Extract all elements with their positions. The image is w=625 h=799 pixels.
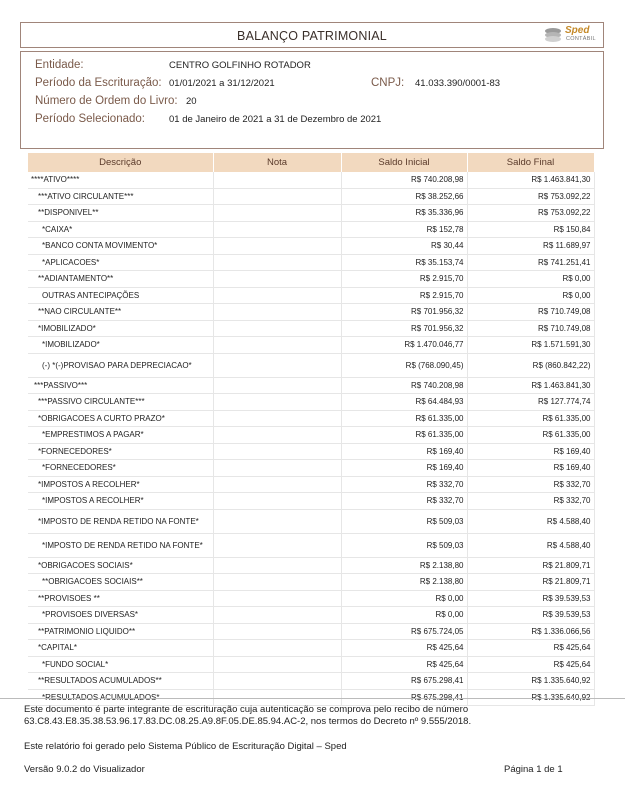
row-descricao: *BANCO CONTA MOVIMENTO*	[28, 238, 213, 255]
row-descricao: *EMPRESTIMOS A PAGAR*	[28, 427, 213, 444]
entity-info-panel	[20, 51, 604, 149]
row-saldo-inicial: R$ 38.252,66	[341, 188, 467, 205]
row-saldo-final: R$ 0,00	[467, 271, 594, 288]
row-descricao: **DISPONIVEL**	[28, 205, 213, 222]
table-row	[28, 337, 594, 354]
row-descricao: **RESULTADOS ACUMULADOS**	[28, 673, 213, 690]
row-saldo-inicial: R$ 0,00	[341, 590, 467, 607]
row-saldo-final: R$ 4.588,40	[467, 533, 594, 557]
table-row	[28, 410, 594, 427]
row-saldo-final: R$ 1.336.066,56	[467, 623, 594, 640]
row-saldo-final: R$ 39.539,53	[467, 590, 594, 607]
row-descricao: **PROVISOES **	[28, 590, 213, 607]
table-row	[28, 533, 594, 557]
table-row	[28, 557, 594, 574]
selecionado-label: Período Selecionado:	[35, 113, 145, 125]
footer-divider	[0, 698, 625, 699]
row-descricao: *CAIXA*	[28, 221, 213, 238]
row-saldo-inicial: R$ 425,64	[341, 640, 467, 657]
row-descricao: *IMPOSTO DE RENDA RETIDO NA FONTE*	[28, 533, 213, 557]
row-descricao: *IMPOSTOS A RECOLHER*	[28, 476, 213, 493]
row-saldo-inicial: R$ 509,03	[341, 533, 467, 557]
row-saldo-final: R$ 21.809,71	[467, 557, 594, 574]
row-saldo-inicial: R$ 675.724,05	[341, 623, 467, 640]
row-saldo-inicial: R$ 332,70	[341, 476, 467, 493]
auth-text-line1: Este documento é parte integrante de escrituração cuja autenticação se comprova pelo recibo de número	[24, 704, 469, 715]
logo-sub-text: CONTÁBIL	[566, 36, 596, 42]
row-saldo-final: R$ 1.463.841,30	[467, 377, 594, 394]
table-row	[28, 509, 594, 533]
row-saldo-inicial: R$ 332,70	[341, 493, 467, 510]
row-saldo-inicial: R$ 425,64	[341, 656, 467, 673]
row-nota	[213, 427, 341, 444]
table-row	[28, 238, 594, 255]
version-text: Versão 9.0.2 do Visualizador	[24, 764, 145, 775]
row-nota	[213, 394, 341, 411]
row-descricao: ***PASSIVO CIRCULANTE***	[28, 394, 213, 411]
row-saldo-final: R$ 61.335,00	[467, 410, 594, 427]
row-saldo-inicial: R$ 509,03	[341, 509, 467, 533]
row-nota	[213, 623, 341, 640]
header-saldo-final: Saldo Final	[467, 153, 594, 172]
ordem-value: 20	[186, 96, 197, 107]
row-saldo-inicial: R$ 675.298,41	[341, 689, 467, 706]
row-saldo-inicial: R$ 675.298,41	[341, 673, 467, 690]
table-row	[28, 673, 594, 690]
row-descricao: (-) *(-)PROVISAO PARA DEPRECIACAO*	[28, 353, 213, 377]
row-descricao: *IMOBILIZADO*	[28, 320, 213, 337]
row-descricao: ***PASSIVO***	[28, 377, 213, 394]
row-saldo-inicial: R$ 64.484,93	[341, 394, 467, 411]
row-nota	[213, 590, 341, 607]
row-saldo-final: R$ 753.092,22	[467, 188, 594, 205]
row-saldo-final: R$ 39.539,53	[467, 607, 594, 624]
row-saldo-inicial: R$ 30,44	[341, 238, 467, 255]
table-row	[28, 574, 594, 591]
page-number: Página 1 de 1	[504, 764, 563, 775]
table-row	[28, 353, 594, 377]
row-saldo-final: R$ 1.463.841,30	[467, 172, 594, 188]
row-descricao: *CAPITAL*	[28, 640, 213, 657]
row-nota	[213, 271, 341, 288]
row-nota	[213, 238, 341, 255]
row-saldo-final: R$ 169,40	[467, 443, 594, 460]
table-row	[28, 271, 594, 288]
row-nota	[213, 377, 341, 394]
row-saldo-final: R$ (860.842,22)	[467, 353, 594, 377]
row-nota	[213, 205, 341, 222]
table-row	[28, 320, 594, 337]
logo-main-text: Sped	[565, 25, 590, 36]
row-saldo-final: R$ 11.689,97	[467, 238, 594, 255]
row-descricao: **OBRIGACOES SOCIAIS**	[28, 574, 213, 591]
row-saldo-inicial: R$ 740.208,98	[341, 377, 467, 394]
periodo-label: Período da Escrituração:	[35, 77, 162, 89]
header-saldo-inicial: Saldo Inicial	[341, 153, 467, 172]
row-nota	[213, 443, 341, 460]
row-descricao: *IMPOSTOS A RECOLHER*	[28, 493, 213, 510]
header-descricao: Descrição	[28, 153, 213, 172]
row-nota	[213, 493, 341, 510]
table-row	[28, 221, 594, 238]
row-nota	[213, 673, 341, 690]
row-saldo-final: R$ 332,70	[467, 493, 594, 510]
row-saldo-inicial: R$ 0,00	[341, 607, 467, 624]
row-descricao: *APLICACOES*	[28, 254, 213, 271]
row-saldo-inicial: R$ 701.956,32	[341, 304, 467, 321]
row-saldo-final: R$ 710.749,08	[467, 304, 594, 321]
row-saldo-inicial: R$ 2.138,80	[341, 557, 467, 574]
table-row	[28, 254, 594, 271]
row-nota	[213, 533, 341, 557]
row-saldo-final: R$ 169,40	[467, 460, 594, 477]
entidade-label: Entidade:	[35, 59, 84, 71]
row-nota	[213, 221, 341, 238]
row-saldo-final: R$ 1.335.640,92	[467, 689, 594, 706]
report-title: BALANÇO PATRIMONIAL	[237, 29, 387, 43]
row-nota	[213, 287, 341, 304]
row-nota	[213, 188, 341, 205]
row-nota	[213, 509, 341, 533]
row-descricao: **ADIANTAMENTO**	[28, 271, 213, 288]
periodo-value: 01/01/2021 a 31/12/2021	[169, 78, 275, 89]
row-nota	[213, 254, 341, 271]
row-saldo-inicial: R$ 152,78	[341, 221, 467, 238]
sped-logo-icon	[543, 26, 563, 44]
table-row	[28, 607, 594, 624]
row-nota	[213, 640, 341, 657]
row-nota	[213, 320, 341, 337]
row-saldo-inicial: R$ 2.915,70	[341, 271, 467, 288]
row-descricao: **PATRIMONIO LIQUIDO**	[28, 623, 213, 640]
row-saldo-final: R$ 1.335.640,92	[467, 673, 594, 690]
table-row	[28, 394, 594, 411]
row-nota	[213, 656, 341, 673]
row-saldo-final: R$ 150,84	[467, 221, 594, 238]
cnpj-value: 41.033.390/0001-83	[415, 78, 501, 89]
table-row	[28, 493, 594, 510]
row-saldo-final: R$ 425,64	[467, 640, 594, 657]
row-nota	[213, 607, 341, 624]
generated-by-text: Este relatório foi gerado pelo Sistema Público de Escrituração Digital – Sped	[24, 741, 347, 752]
row-descricao: *RESULTADOS ACUMULADOS*	[28, 689, 213, 706]
row-descricao: *FUNDO SOCIAL*	[28, 656, 213, 673]
table-row	[28, 460, 594, 477]
row-saldo-inicial: R$ 1.470.046,77	[341, 337, 467, 354]
table-row	[28, 590, 594, 607]
table-row	[28, 287, 594, 304]
table-row	[28, 427, 594, 444]
row-saldo-inicial: R$ 61.335,00	[341, 410, 467, 427]
table-row	[28, 377, 594, 394]
row-descricao: **NAO CIRCULANTE**	[28, 304, 213, 321]
row-nota	[213, 557, 341, 574]
row-descricao: ***ATIVO CIRCULANTE***	[28, 188, 213, 205]
row-descricao: *FORNECEDORES*	[28, 460, 213, 477]
row-saldo-inicial: R$ 169,40	[341, 460, 467, 477]
balance-table	[28, 153, 595, 706]
row-descricao: OUTRAS ANTECIPAÇÕES	[28, 287, 213, 304]
row-nota	[213, 353, 341, 377]
table-row	[28, 656, 594, 673]
row-descricao: ****ATIVO****	[28, 172, 213, 188]
table-row	[28, 172, 594, 188]
cnpj-label: CNPJ:	[371, 77, 405, 89]
row-descricao: *OBRIGACOES SOCIAIS*	[28, 557, 213, 574]
table-row	[28, 476, 594, 493]
row-saldo-inicial: R$ 2.138,80	[341, 574, 467, 591]
report-header	[20, 22, 604, 48]
row-saldo-final: R$ 61.335,00	[467, 427, 594, 444]
row-nota	[213, 476, 341, 493]
table-row	[28, 205, 594, 222]
table-row	[28, 443, 594, 460]
row-saldo-inicial: R$ 2.915,70	[341, 287, 467, 304]
table-header-row	[28, 153, 594, 172]
row-nota	[213, 410, 341, 427]
row-saldo-inicial: R$ 35.336,96	[341, 205, 467, 222]
row-saldo-final: R$ 741.251,41	[467, 254, 594, 271]
header-nota: Nota	[213, 153, 341, 172]
row-descricao: *PROVISOES DIVERSAS*	[28, 607, 213, 624]
row-nota	[213, 337, 341, 354]
row-nota	[213, 304, 341, 321]
auth-text-line2: 63.C8.43.E8.35.38.53.96.17.83.DC.08.25.A9.8F.05.DE.85.94.AC-2, nos termos do Decreto nº 9.555/2018.	[24, 716, 472, 727]
row-saldo-final: R$ 0,00	[467, 287, 594, 304]
row-nota	[213, 460, 341, 477]
row-descricao: *OBRIGACOES A CURTO PRAZO*	[28, 410, 213, 427]
row-saldo-final: R$ 1.571.591,30	[467, 337, 594, 354]
row-saldo-final: R$ 753.092,22	[467, 205, 594, 222]
row-saldo-final: R$ 4.588,40	[467, 509, 594, 533]
entidade-value: CENTRO GOLFINHO ROTADOR	[169, 60, 311, 71]
row-nota	[213, 574, 341, 591]
sped-logo	[543, 25, 595, 45]
row-descricao: *FORNECEDORES*	[28, 443, 213, 460]
row-descricao: *IMPOSTO DE RENDA RETIDO NA FONTE*	[28, 509, 213, 533]
selecionado-value: 01 de Janeiro de 2021 a 31 de Dezembro de 2021	[169, 114, 382, 125]
row-saldo-final: R$ 21.809,71	[467, 574, 594, 591]
ordem-label: Número de Ordem do Livro:	[35, 95, 178, 107]
row-saldo-inicial: R$ 169,40	[341, 443, 467, 460]
table-row	[28, 188, 594, 205]
row-descricao: *IMOBILIZADO*	[28, 337, 213, 354]
row-saldo-final: R$ 127.774,74	[467, 394, 594, 411]
row-saldo-inicial: R$ 701.956,32	[341, 320, 467, 337]
row-saldo-final: R$ 332,70	[467, 476, 594, 493]
row-saldo-inicial: R$ (768.090,45)	[341, 353, 467, 377]
row-saldo-inicial: R$ 61.335,00	[341, 427, 467, 444]
row-nota	[213, 172, 341, 188]
row-saldo-final: R$ 425,64	[467, 656, 594, 673]
row-saldo-inicial: R$ 35.153,74	[341, 254, 467, 271]
table-row	[28, 623, 594, 640]
table-row	[28, 304, 594, 321]
table-row	[28, 640, 594, 657]
row-saldo-inicial: R$ 740.208,98	[341, 172, 467, 188]
row-saldo-final: R$ 710.749,08	[467, 320, 594, 337]
